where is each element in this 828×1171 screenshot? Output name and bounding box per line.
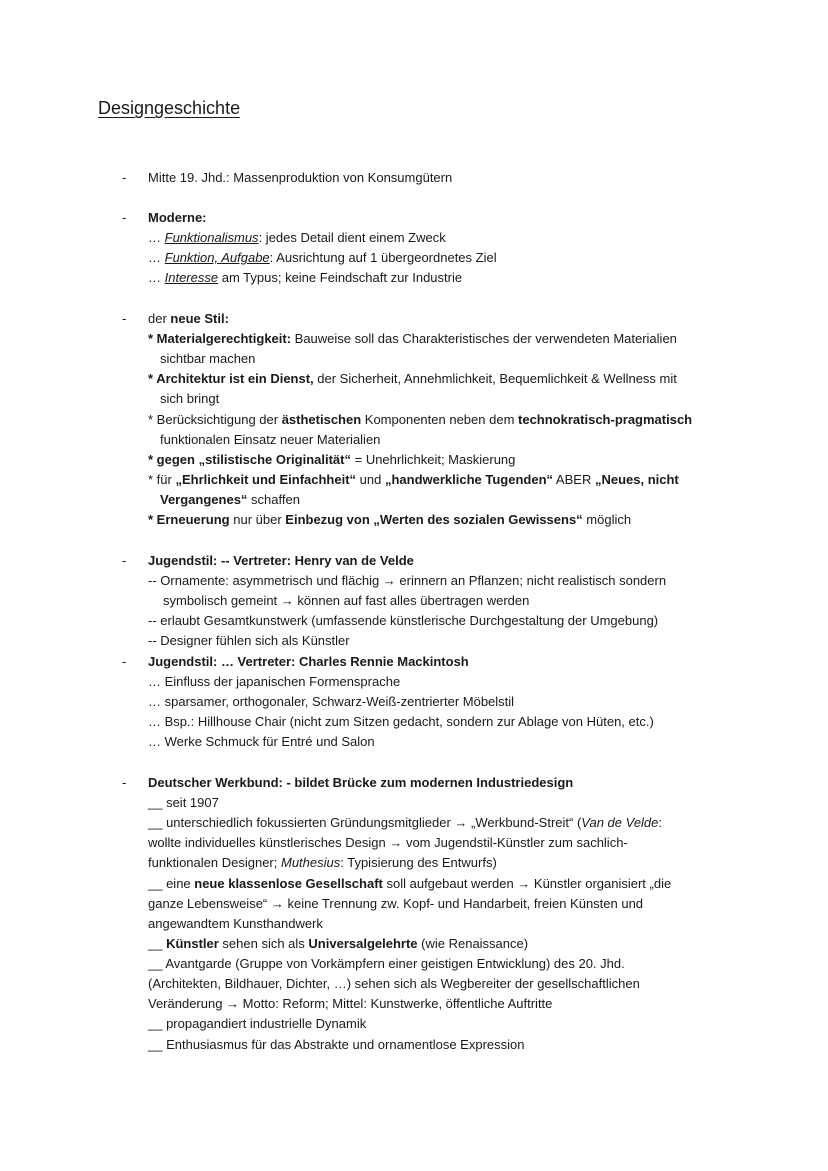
section-heading: Moderne: (148, 210, 207, 225)
line-text: -- Designer fühlen sich als Künstler (148, 633, 350, 648)
line-text: -- Ornamente: asymmetrisch und flächig → erinnern an Pflanzen; nicht realistisch sondern (148, 573, 667, 588)
line-text: * Berücksichtigung der ästhetischen Komponenten neben dem technokratisch-pragmatisch (148, 412, 693, 427)
line-text: __ Künstler sehen sich als Universalgelehrte (wie Renaissance) (148, 936, 529, 951)
line-text: angewandtem Kunsthandwerk (148, 916, 323, 931)
bullet-dash: - (122, 170, 127, 185)
line-text: sich bringt (160, 391, 220, 406)
line-text: * Materialgerechtigkeit: Bauweise soll das Charakteristisches der verwendeten Materialien (148, 331, 677, 346)
line-text: … Funktionalismus: jedes Detail dient einem Zweck (148, 230, 446, 245)
line-text: wollte individuelles künstlerisches Design → vom Jugendstil-Künstler zum sachlich- (148, 835, 628, 850)
bullet-dash: - (122, 654, 127, 669)
line-text: funktionalen Einsatz neuer Materialien (160, 432, 381, 447)
line-text: __ Avantgarde (Gruppe von Vorkämpfern einer geistigen Entwicklung) des 20. Jhd. (148, 956, 625, 971)
line-text: … Werke Schmuck für Entré und Salon (148, 734, 375, 749)
line-text: … Funktion, Aufgabe: Ausrichtung auf 1 übergeordnetes Ziel (148, 250, 497, 265)
line-text: … Einfluss der japanischen Formensprache (148, 674, 401, 689)
line-text: __ eine neue klassenlose Gesellschaft soll aufgebaut werden → Künstler organisiert „die (148, 876, 672, 891)
section-heading: Jugendstil: … Vertreter: Charles Rennie Mackintosh (148, 654, 469, 669)
line-text: funktionalen Designer; Muthesius: Typisierung des Entwurfs) (148, 855, 497, 870)
line-text: … Bsp.: Hillhouse Chair (nicht zum Sitzen gedacht, sondern zur Ablage von Hüten, etc.) (148, 714, 654, 729)
line-text: * Erneuerung nur über Einbezug von „Werten des sozialen Gewissens“ möglich (148, 512, 632, 527)
bullet-dash: - (122, 775, 127, 790)
line-text: ganze Lebensweise“ → keine Trennung zw. Kopf- und Handarbeit, freien Künsten und (148, 896, 644, 911)
line-text: -- erlaubt Gesamtkunstwerk (umfassende künstlerische Durchgestaltung der Umgebung) (148, 613, 659, 628)
line-text: sichtbar machen (160, 351, 256, 366)
page-title: Designgeschichte (98, 98, 241, 118)
line-text: symbolisch gemeint → können auf fast alles übertragen werden (163, 593, 530, 608)
line-text: Mitte 19. Jhd.: Massenproduktion von Konsumgütern (148, 170, 453, 185)
section-heading: Deutscher Werkbund: - bildet Brücke zum modernen Industriedesign (148, 775, 574, 790)
line-text: … sparsamer, orthogonaler, Schwarz-Weiß-zentrierter Möbelstil (148, 694, 515, 709)
section-heading: der neue Stil: (148, 311, 229, 326)
line-text: * für „Ehrlichkeit und Einfachheit“ und „handwerkliche Tugenden“ ABER „Neues, nicht (148, 472, 679, 487)
bullet-dash: - (122, 210, 127, 225)
line-text: __ unterschiedlich fokussierten Gründungsmitglieder → „Werkbund-Streit“ (Van de Velde: (148, 815, 663, 830)
line-text: * Architektur ist ein Dienst, der Sicherheit, Annehmlichkeit, Bequemlichkeit & Wellness mit (148, 371, 677, 386)
line-text: __ propagandiert industrielle Dynamik (148, 1016, 367, 1031)
section-heading: Jugendstil: -- Vertreter: Henry van de Velde (148, 553, 414, 568)
bullet-dash: - (122, 553, 127, 568)
line-text: Vergangenes“ schaffen (160, 492, 300, 507)
line-text: __ seit 1907 (148, 795, 219, 810)
line-text: Veränderung → Motto: Reform; Mittel: Kunstwerke, öffentliche Auftritte (148, 996, 553, 1011)
line-text: (Architekten, Bildhauer, Dichter, …) sehen sich als Wegbereiter der gesellschaftlichen (148, 976, 640, 991)
line-text: * gegen „stilistische Originalität“ = Unehrlichkeit; Maskierung (148, 452, 516, 467)
line-text: … Interesse am Typus; keine Feindschaft zur Industrie (148, 270, 463, 285)
line-text: __ Enthusiasmus für das Abstrakte und ornamentlose Expression (148, 1037, 525, 1052)
bullet-dash: - (122, 311, 127, 326)
